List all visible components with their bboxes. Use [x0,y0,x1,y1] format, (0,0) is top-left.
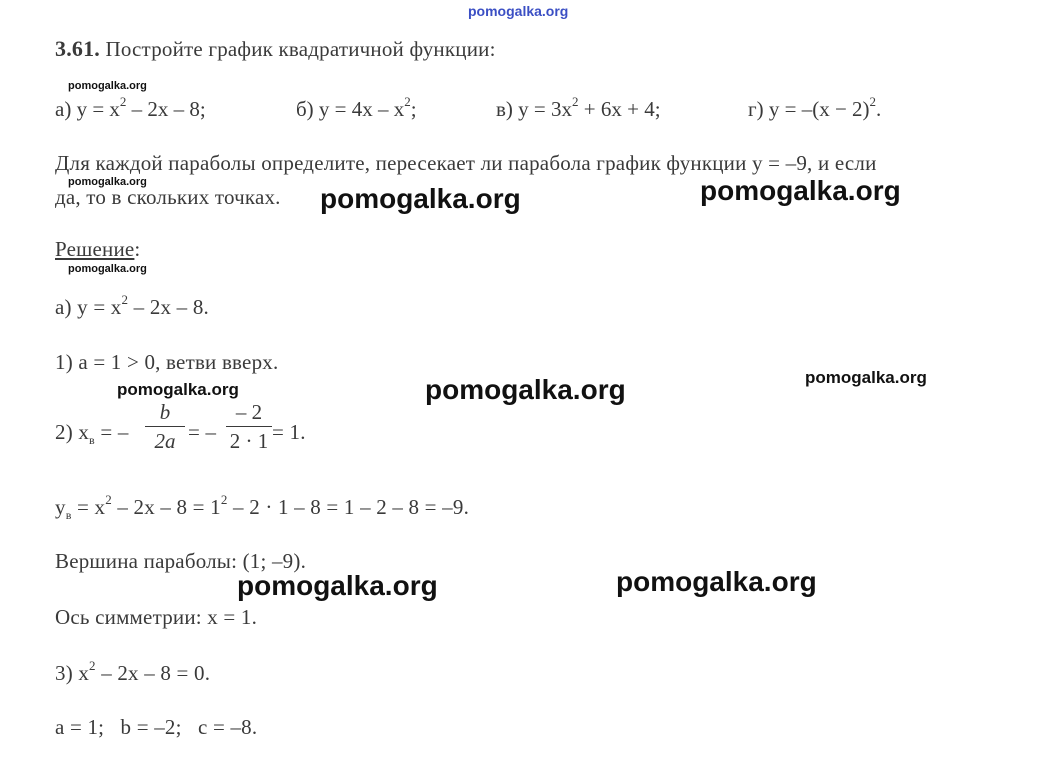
fraction-b-over-2a [145,400,185,453]
task-v: в) $у = 3х^2 + 6х + 4$; [496,94,661,121]
step-1: 1) а = 1 > 0, ветви вверх. [55,350,279,374]
watermark-large-3: pomogalka.org [425,374,626,405]
step-3: 3) $х^2 - 2х - 8 = 0$. [55,658,211,685]
y-vertex-calc: $у_в = х^2 - 2х - 8 = 1^2 - 2 \cdot 1 - 8 = 1 - 2 - 8 = -9$. [55,492,470,523]
watermark-large-2: pomogalka.org [700,175,901,206]
watermark-large-1: pomogalka.org [320,183,521,214]
task-b: б) $у = 4х - х^2$; [296,94,417,121]
watermark-top[interactable]: pomogalka.org [468,3,569,19]
task-a: а) $у = х^2 - 2х - 8$; [55,94,206,121]
step-2-result: = 1. [272,420,306,444]
watermark-large-5: pomogalka.org [616,566,817,597]
step-2-eq2: = – [188,420,217,444]
question-line-1: Для каждой параболы определите, пересекает ли парабола график функции у = –9, и если [55,151,877,175]
problem-title: Постройте график квадратичной функции: [105,37,496,61]
axis-line: Ось симметрии: х = 1. [55,605,258,629]
fraction-denominator: 2 · 1 [229,429,269,453]
watermark-small-2: pomogalka.org [68,176,147,188]
fraction-numerator: – 2 [235,400,263,424]
step-2-prefix: 2) $х_в$ = – [55,420,129,448]
fraction-denominator: 2a [154,429,176,453]
watermark-small-1: pomogalka.org [68,80,147,92]
watermark-mid-2: pomogalka.org [805,368,927,387]
watermark-small-3: pomogalka.org [68,263,147,275]
part-a-equation: а) $у = х^2 - 2х - 8$. [55,292,209,319]
solution-heading: Решение: [55,237,141,261]
fraction-bar [145,426,185,427]
watermark-large-4: pomogalka.org [237,570,438,601]
vertex-line: Вершина параболы: (1; –9). [55,549,307,573]
problem-header [55,36,496,62]
fraction-bar [226,426,272,427]
fraction-numerator: b [159,400,171,424]
watermark-mid-1: pomogalka.org [117,380,239,399]
problem-number: 3.61. [55,36,100,61]
coefficients-line: а = 1; b = –2; с = –8. [55,715,258,739]
task-g: г) $у = -(х - 2)^2$. [748,94,882,121]
fraction-neg2-over-2x1 [226,400,272,453]
question-line-2: да, то в скольких точках. [55,185,281,209]
